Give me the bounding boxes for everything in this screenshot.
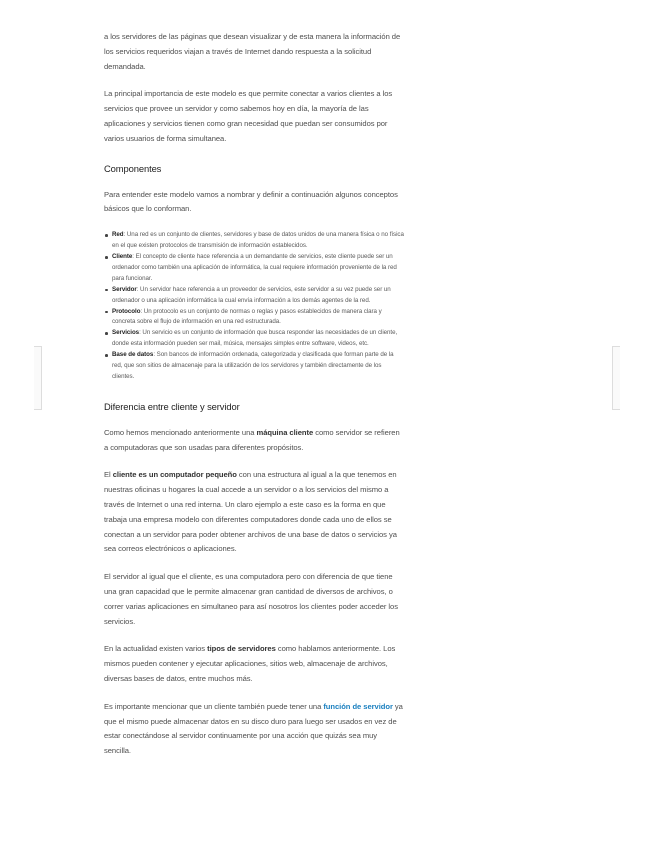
list-item-term: Base de datos [112,351,154,359]
list-item [104,307,404,329]
list-item-term: Red [112,231,124,239]
list-item-text: : El concepto de cliente hace referencia a un demandante de servicios, este cliente puede ser un ordenador como también una aplicación de informática, la cual requiere información proveniente de la red para funcionar. [112,252,397,282]
list-item-text: : Un servicio es un conjunto de información que busca responder las necesidades de un cliente, donde esta información pueden ser mail, música, mensajes simples entre software, videos, etc. [112,329,398,348]
list-item-term: Protocolo [112,307,141,315]
list-item [104,350,404,383]
list-item [104,252,404,285]
bold-text: máquina cliente [256,427,314,437]
left-scroll-bracket [34,346,42,410]
list-item-term: Servidor [112,285,137,293]
text-run: En la actualidad existen varios [104,644,208,654]
text-run: Es importante mencionar que un cliente también puede tener una [104,701,324,711]
text-run: Como hemos mencionado anteriormente una [104,427,257,437]
list-item-term: Servicios [112,329,140,337]
bold-text: tipos de servidores [207,644,276,654]
text-run: como hablamos anteriormente. Los mismos pueden contener y ejecutar aplicaciones, sitios web, almacenaje de archivos, diversas bases de datos, entre muchos más. [104,644,396,684]
diferencia-paragraph-3: El servidor al igual que el cliente, es una computadora pero con diferencia de que tiene una gran capacidad que le permite almacenar gran cantidad de diversos de archivos, o correr varias aplicaciones en simultaneo para así nosotros los clientes poder acceder los servicios. [104,572,398,626]
list-item-text: : Una red es un conjunto de clientes, servidores y base de datos unidos de una manera física o no física en el que existen protocolos de transmisión de información establecidos. [112,231,404,250]
article-body [104,30,404,772]
list-item-text: : Son bancos de información ordenada, categorizada y clasificada que forman parte de la red, que son sitios de almacenaje para la utilización de los servidores y también directamente de los clientes. [112,351,394,380]
componentes-list [104,230,404,383]
section-heading-diferencia: Diferencia entre cliente y servidor [104,400,240,412]
intro-paragraph-2: La principal importancia de este modelo es que permite conectar a varios clientes a los servicios que provee un servidor y como sabemos hoy en día, la mayoría de las aplicaciones y servicios tienen como gran necesidad que puedan ser consumidos por varios usuarios de forma simultanea. [104,89,393,143]
diferencia-paragraph-4 [104,642,404,686]
section-heading-componentes: Componentes [104,162,162,174]
intro-paragraph-1: a los servidores de las páginas que desean visualizar y de esta manera la información de los servicios requeridos viajan a través de Internet dando respuesta a la solicitud demandada. [104,32,401,71]
bold-text: cliente es un computador pequeño [112,470,237,480]
list-item [104,230,404,252]
text-run: El [104,470,113,480]
text-run: como servidor se refieren a computadoras que son usadas para diferentes propósitos. [104,427,400,452]
list-item-term: Cliente [112,252,133,260]
right-scroll-bracket [612,346,620,410]
list-item-text: : Un protocolo es un conjunto de normas o reglas y pasos establecidos de manera clara y concreta sobre el flujo de información en una red estructurada. [112,307,382,326]
list-item-text: : Un servidor hace referencia a un proveedor de servicios, este servidor a su vez puede ser un ordenador o una aplicación informática la cual envía información a los demás agentes de la red. [112,285,391,304]
list-item [104,285,404,307]
componentes-intro: Para entender este modelo vamos a nombrar y definir a continuación algunos conceptos básicos que lo conforman. [104,189,398,214]
diferencia-paragraph-5 [104,700,404,759]
diferencia-paragraph-1 [104,426,404,456]
funcion-de-servidor-link[interactable]: función de servidor [323,701,393,711]
diferencia-paragraph-2 [104,468,404,557]
text-run: ya que el mismo puede almacenar datos en su disco duro para luego ser usados en vez de estar conectándose al servidor continuamente por una acción que quizás sea muy sencilla. [104,701,403,756]
list-item [104,328,404,350]
text-run: con una estructura al igual a la que tenemos en nuestras oficinas u hogares la cual accede a un servidor o a los servicios del mismo a través de Internet o una red interna. Un claro ejemplo a este caso es la forma en que trabaja una empresa modelo con diferentes computadores donde cada uno de ellos se conectan a un servidor para poder obtener archivos de una base de datos o servicios ya sea correos electrónicos o aplicaciones. [104,470,397,554]
